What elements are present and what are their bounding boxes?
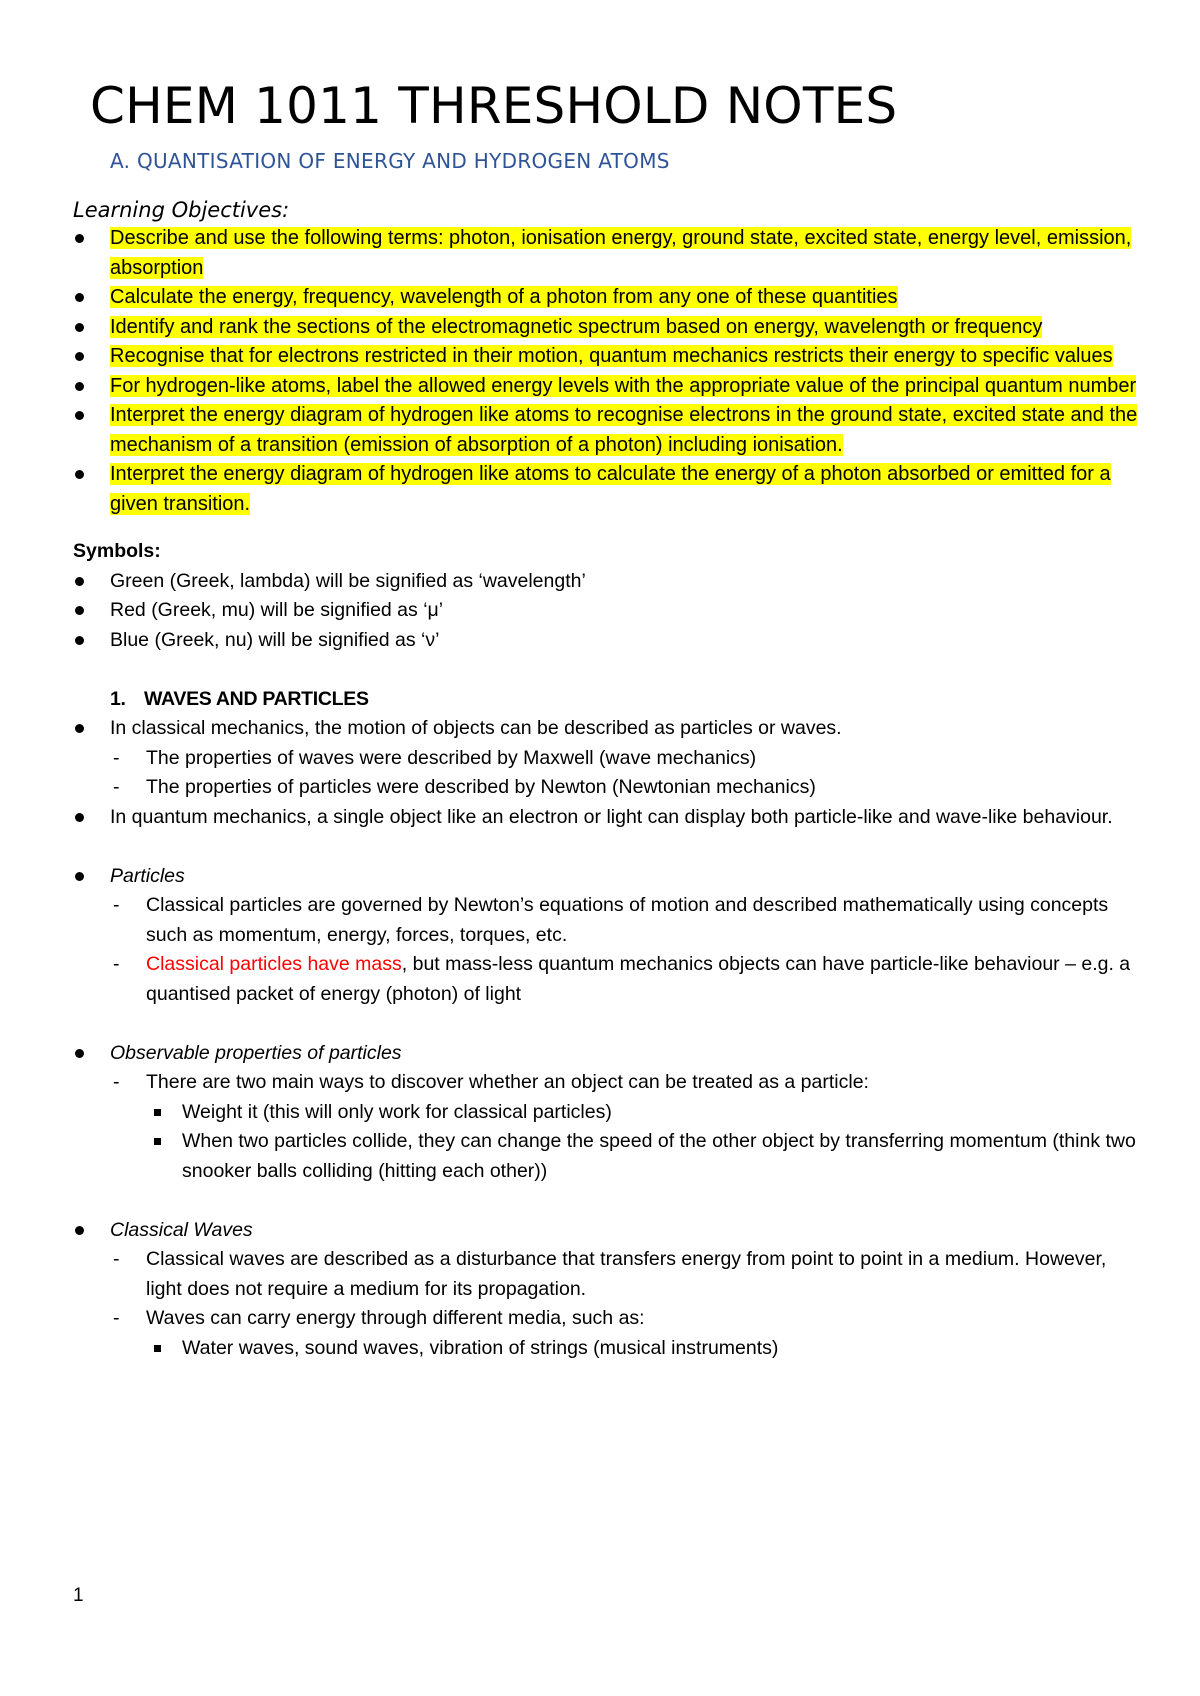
page-content — [73, 70, 1143, 1363]
list-item: Water waves, sound waves, vibration of strings (musical instruments) — [146, 1334, 1143, 1364]
list-item: In classical mechanics, the motion of objects can be described as particles or waves. — [73, 714, 1143, 744]
quantum-list — [73, 803, 1143, 833]
list-item: When two particles collide, they can change the speed of the other object by transferring momentum (think two snooker balls colliding (hitting each other)) — [146, 1127, 1143, 1186]
bullet-icon — [75, 470, 84, 479]
section-heading: A. QUANTISATION OF ENERGY AND HYDROGEN ATOMS — [110, 149, 670, 173]
list-item: Describe and use the following terms: photon, ionisation energy, ground state, excited state, energy level, emission, absorption — [73, 224, 1143, 283]
square-bullet-icon — [154, 1138, 161, 1145]
waves-section — [73, 1216, 1143, 1246]
list-item: - The properties of particles were described by Newton (Newtonian mechanics) — [110, 773, 1143, 803]
list-item: - Waves can carry energy through different media, such as: Water waves, sound waves, vibration of strings (musical instruments) — [110, 1304, 1143, 1363]
waves-particles-heading: 1. WAVES AND PARTICLES — [110, 687, 369, 710]
bullet-icon — [75, 352, 84, 361]
mechanics-list — [73, 714, 1143, 744]
list-item: Weight it (this will only work for classical particles) — [146, 1098, 1143, 1128]
waves-list — [73, 1245, 1143, 1363]
list-item: - Classical particles have mass, but mass-less quantum mechanics objects can have particle-like behaviour – e.g. a quantised packet of energy (photon) of light — [110, 950, 1143, 1009]
list-item: Calculate the energy, frequency, wavelength of a photon from any one of these quantities — [73, 283, 1143, 313]
classical-sub-list — [73, 744, 1143, 803]
list-item: - There are two main ways to discover whether an object can be treated as a particle: Weight it (this will only work for classical particles) When two particles collide, they can change the speed of the other object by transferring momentum (think two snooker balls colliding (hitting each other)) — [110, 1068, 1143, 1186]
list-item: For hydrogen-like atoms, label the allowed energy levels with the appropriate value of the principal quantum number — [73, 372, 1143, 402]
list-item: - Classical particles are governed by Newton’s equations of motion and described mathematically using concepts such as momentum, energy, forces, torques, etc. — [110, 891, 1143, 950]
square-bullet-icon — [154, 1109, 161, 1116]
list-item: Interpret the energy diagram of hydrogen like atoms to calculate the energy of a photon absorbed or emitted for a given transition. — [73, 460, 1143, 519]
bullet-icon — [75, 411, 84, 420]
symbols-list — [73, 567, 1143, 656]
list-item: Particles — [73, 862, 1143, 892]
list-item: Blue (Greek, nu) will be signified as ‘ν’ — [73, 626, 1143, 656]
page-number: 1 — [73, 1585, 84, 1606]
list-item: - Classical waves are described as a disturbance that transfers energy from point to point in a medium. However, light does not require a medium for its propagation. — [110, 1245, 1143, 1304]
bullet-icon — [75, 323, 84, 332]
learning-objectives-heading: Learning Objectives: — [73, 198, 290, 222]
bullet-icon — [75, 606, 84, 615]
list-item: Identify and rank the sections of the electromagnetic spectrum based on energy, wavelength or frequency — [73, 313, 1143, 343]
bullet-icon — [75, 1049, 84, 1058]
particles-section — [73, 862, 1143, 892]
page-title: CHEM 1011 THRESHOLD NOTES — [90, 77, 898, 135]
list-item: Green (Greek, lambda) will be signified as ‘wavelength’ — [73, 567, 1143, 597]
list-item: Observable properties of particles — [73, 1039, 1143, 1069]
list-item: - The properties of waves were described by Maxwell (wave mechanics) — [110, 744, 1143, 774]
bullet-icon — [75, 1226, 84, 1235]
bullet-icon — [75, 234, 84, 243]
observable-section — [73, 1039, 1143, 1069]
particles-list — [73, 891, 1143, 1009]
list-item: Interpret the energy diagram of hydrogen like atoms to recognise electrons in the ground state, excited state and the mechanism of a transition (emission of absorption of a photon) including ionisation. — [73, 401, 1143, 460]
bullet-icon — [75, 382, 84, 391]
observable-list — [73, 1068, 1143, 1186]
bullet-icon — [75, 872, 84, 881]
list-item: Red (Greek, mu) will be signified as ‘μ’ — [73, 596, 1143, 626]
learning-objectives-list — [73, 224, 1143, 519]
observable-ways-list — [146, 1098, 1143, 1187]
symbols-heading: Symbols: — [73, 540, 161, 562]
bullet-icon — [75, 577, 84, 586]
square-bullet-icon — [154, 1345, 161, 1352]
bullet-icon — [75, 636, 84, 645]
list-item: Recognise that for electrons restricted in their motion, quantum mechanics restricts their energy to specific values — [73, 342, 1143, 372]
list-item: Classical Waves — [73, 1216, 1143, 1246]
bullet-icon — [75, 293, 84, 302]
notes-body — [73, 537, 1143, 1363]
bullet-icon — [75, 724, 84, 733]
bullet-icon — [75, 813, 84, 822]
waves-examples-list — [146, 1334, 1143, 1364]
list-item: In quantum mechanics, a single object like an electron or light can display both particle-like and wave-like behaviour. — [73, 803, 1143, 833]
